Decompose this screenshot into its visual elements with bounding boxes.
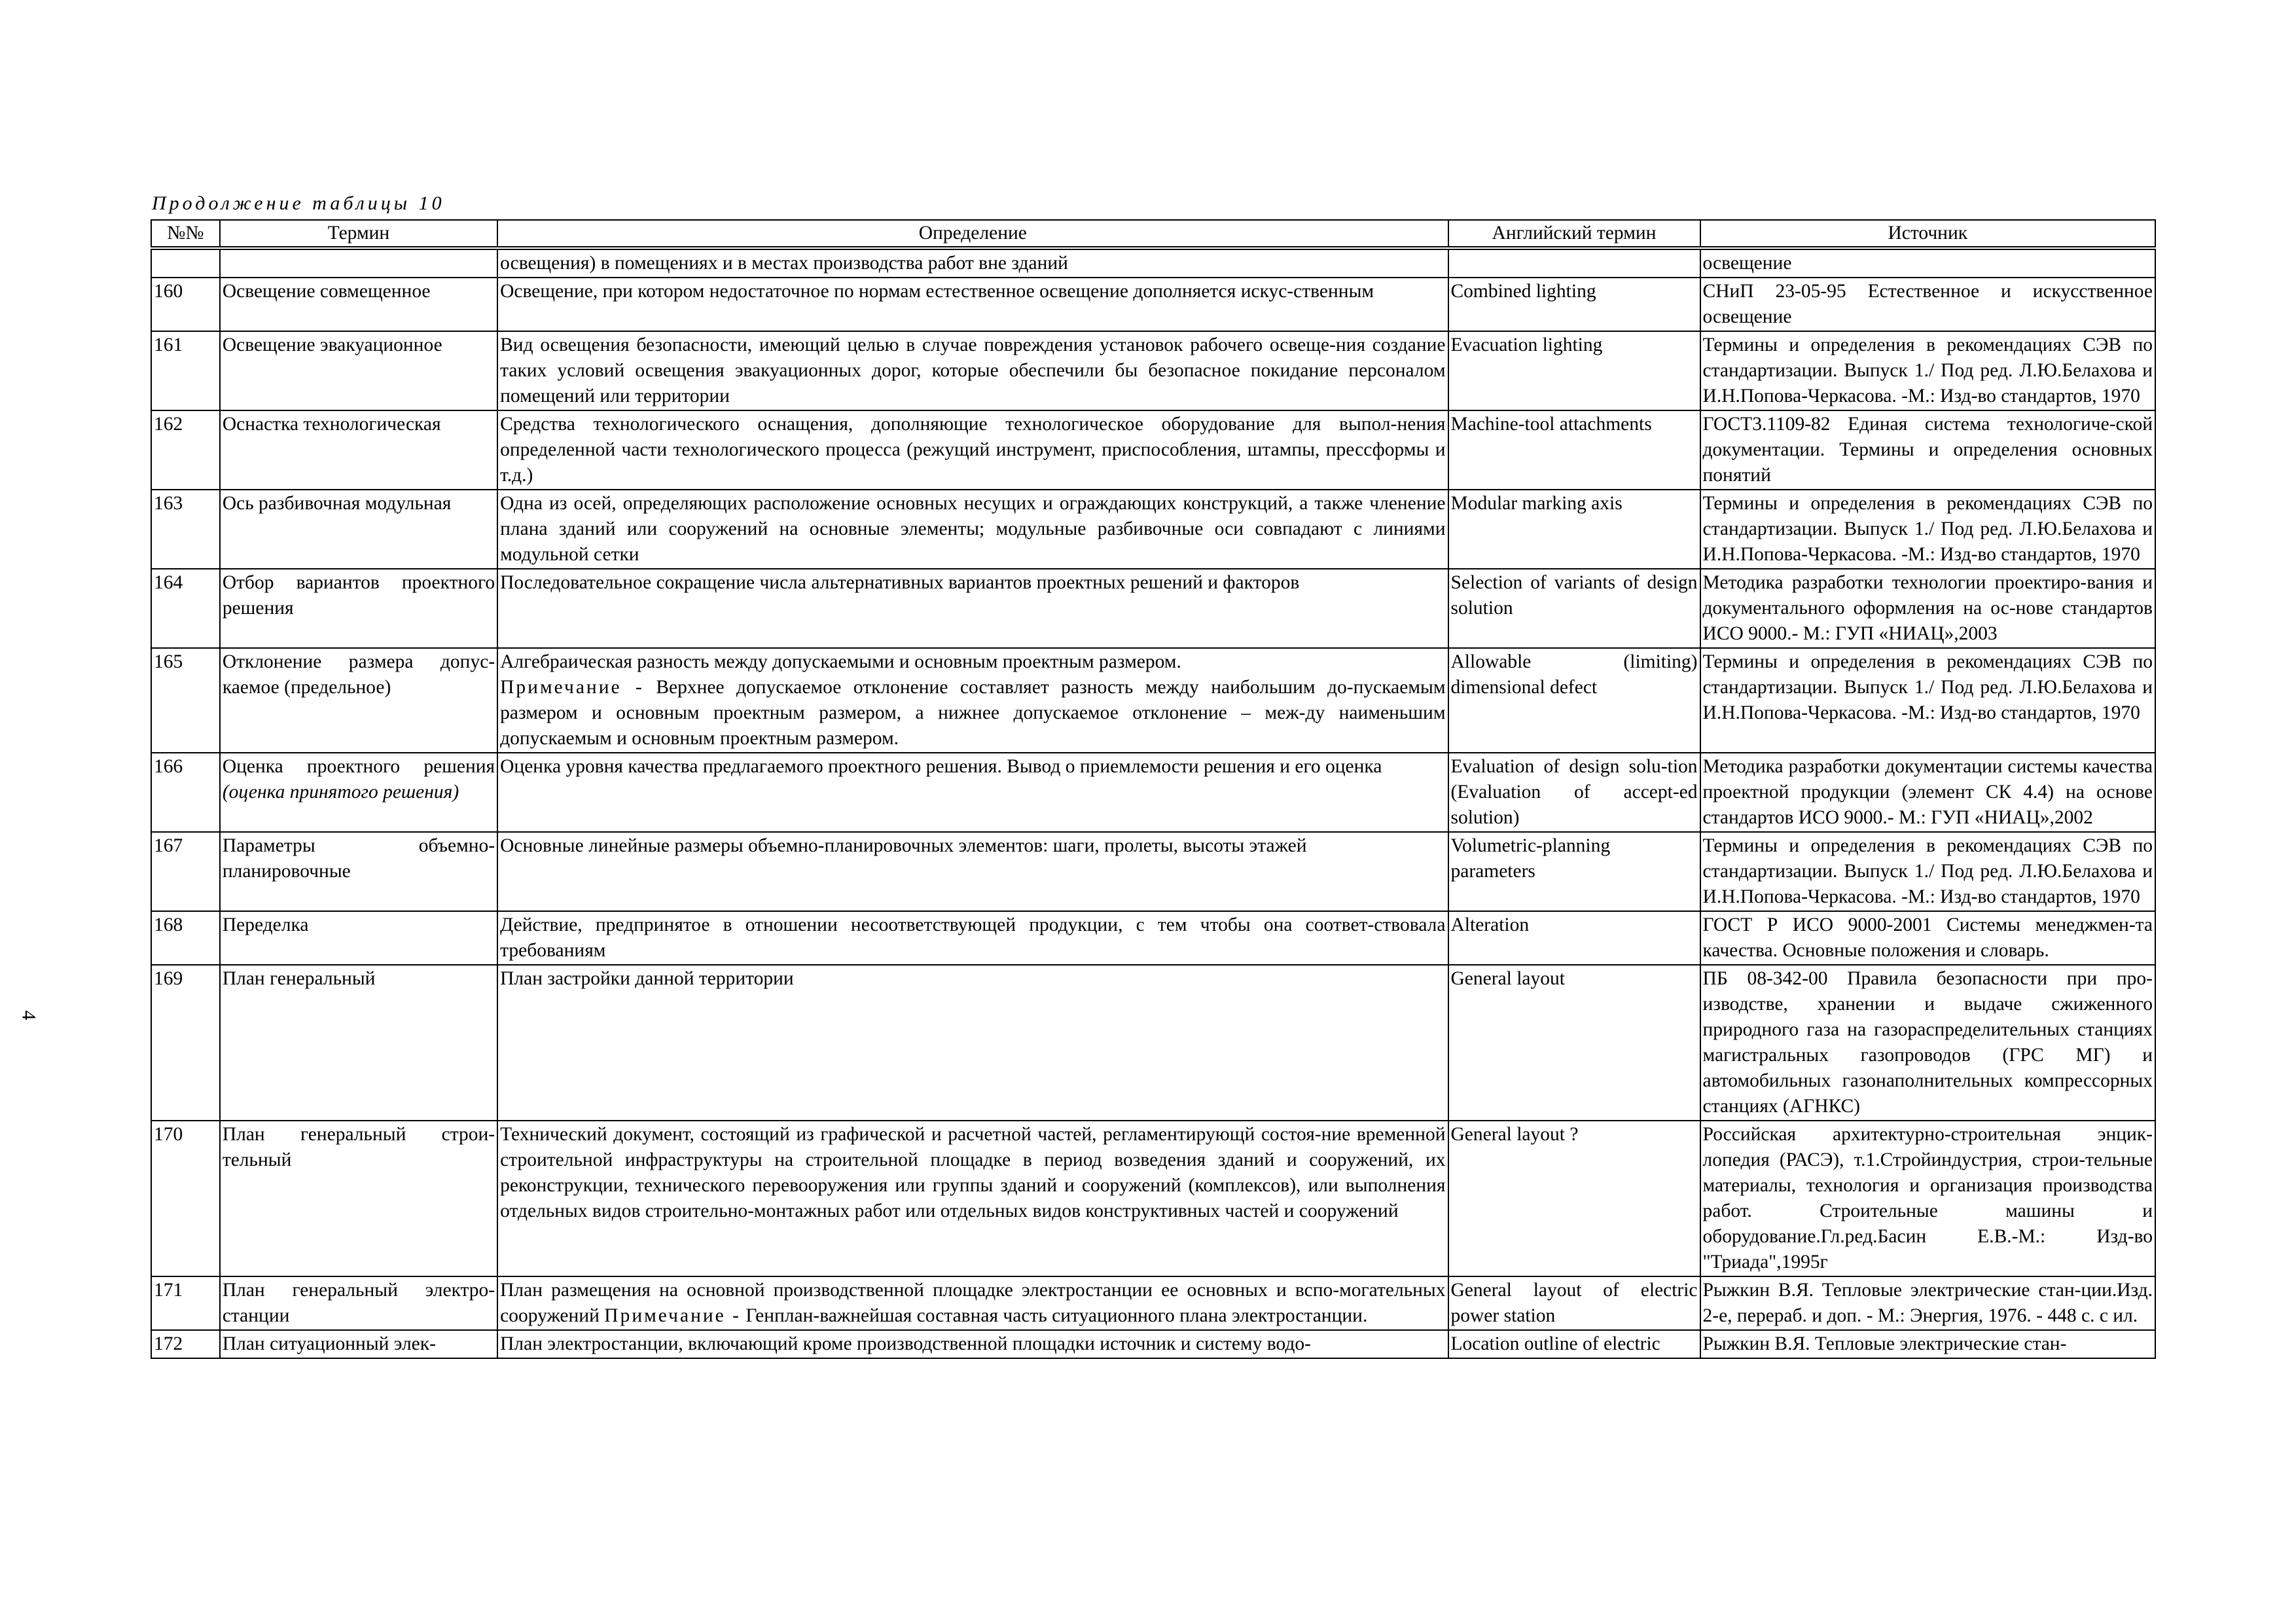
table-row: [151, 490, 2155, 569]
cell-num: 169: [151, 965, 220, 1121]
note-label: Примечание -: [500, 677, 644, 698]
cell-english: Volumetric-planning parameters: [1448, 832, 1700, 911]
header-english: Английский термин: [1448, 220, 1700, 248]
term-text: План генеральный: [222, 968, 376, 989]
cell-term: [220, 832, 497, 911]
term-text: Ось разбивочная модульная: [222, 493, 452, 514]
definition-text: Технический документ, состоящий из графической и расчетной частей, регламентирующй состоя-ние временной строительной инфраструктуры на строительной площадке в период возведения зданий и сооружений, их реконструкции, технического перевооружения или группы зданий и сооружений (комплексов), или выполнения отдельных видов строительно-монтажных работ или отдельных видов конструктивных частей и сооружений: [500, 1124, 1446, 1221]
note-label: Примечание -: [604, 1305, 741, 1326]
definition-text: Оценка уровня качества предлагаемого проектного решения. Вывод о приемлемости решения и его оценка: [500, 756, 1382, 777]
table-row: [151, 331, 2155, 410]
cell-english: Selection of variants of design solution: [1448, 569, 1700, 648]
cell-num: 167: [151, 832, 220, 911]
term-text: План генеральный строи-тельный: [222, 1124, 495, 1170]
table-row: [151, 1121, 2155, 1276]
cell-term: [220, 911, 497, 965]
cell-num: [151, 248, 220, 278]
cell-source: ГОСТ3.1109-82 Единая система технологиче-ской документации. Термины и определения основных понятий: [1700, 410, 2155, 490]
cell-definition: [497, 331, 1448, 410]
cell-definition: [497, 1330, 1448, 1358]
table-row: [151, 278, 2155, 331]
page-number: 4: [18, 1010, 40, 1020]
cell-english: Machine-tool attachments: [1448, 410, 1700, 490]
header-term: Термин: [220, 220, 497, 248]
cell-source: Российская архитектурно-строительная энцик-лопедия (РАСЭ), т.1.Стройиндустрия, строи-тельные материалы, технология и организация производства работ. Строительные машины и оборудование.Гл.ред.Басин Е.В.-М.: Изд-во "Триада",1995г: [1700, 1121, 2155, 1276]
term-text: Оснастка технологическая: [222, 414, 441, 435]
cell-num: 172: [151, 1330, 220, 1358]
cell-source: Термины и определения в рекомендациях СЭВ по стандартизации. Выпуск 1./ Под ред. Л.Ю.Белахова и И.Н.Попова-Черкасова. -М.: Изд-во стандартов, 1970: [1700, 832, 2155, 911]
terms-table: [151, 219, 2156, 1359]
cell-term: [220, 1330, 497, 1358]
cell-source: Рыжкин В.Я. Тепловые электрические стан-ции.Изд. 2-е, перераб. и доп. - М.: Энергия, 1976. - 448 с. с ил.: [1700, 1276, 2155, 1330]
cell-english: General layout: [1448, 965, 1700, 1121]
cell-definition: [497, 278, 1448, 331]
table-row: [151, 911, 2155, 965]
definition-text: Алгебраическая разность между допускаемыми и основным проектным размером.: [500, 651, 1181, 672]
note-text: Генплан-важнейшая составная часть ситуационного плана электростанции.: [740, 1305, 1368, 1326]
header-num: №№: [151, 220, 220, 248]
cell-num: 161: [151, 331, 220, 410]
table-row: [151, 753, 2155, 832]
cell-num: 168: [151, 911, 220, 965]
definition-text: Действие, предпринятое в отношении несоответствующей продукции, с тем чтобы она соответ-ствовала требованиям: [500, 914, 1446, 961]
cell-num: 166: [151, 753, 220, 832]
term-text: Освещение совмещенное: [222, 281, 431, 302]
cell-english: Location outline of electric: [1448, 1330, 1700, 1358]
cell-english: Modular marking axis: [1448, 490, 1700, 569]
cell-source: Методика разработки технологии проектиро-вания и документального оформления на ос-нове стандартов ИСО 9000.- М.: ГУП «НИАЦ»,2003: [1700, 569, 2155, 648]
cell-source: Рыжкин В.Я. Тепловые электрические стан-: [1700, 1330, 2155, 1358]
term-text: План генеральный электро-станции: [222, 1280, 495, 1326]
cell-definition: [497, 911, 1448, 965]
cell-term: [220, 753, 497, 832]
term-note: (оценка принятого решения): [222, 782, 459, 803]
cell-num: 171: [151, 1276, 220, 1330]
definition-text: Вид освещения безопасности, имеющий целью в случае повреждения установок рабочего освеще-ния создание таких условий освещения эвакуационных дорог, которые обеспечили бы безопасное покидание персоналом помещений или территории: [500, 334, 1446, 406]
cell-num: 164: [151, 569, 220, 648]
definition-text: План застройки данной территории: [500, 968, 794, 989]
definition-text: План размещения на основной производственной площадке электростанции ее основных и вспо-могательных сооружений: [500, 1280, 1446, 1326]
cell-source: Термины и определения в рекомендациях СЭВ по стандартизации. Выпуск 1./ Под ред. Л.Ю.Белахова и И.Н.Попова-Черкасова. -М.: Изд-во стандартов, 1970: [1700, 490, 2155, 569]
definition-text: Одна из осей, определяющих расположение основных несущих и ограждающих конструкций, а также членение плана зданий или сооружений на основные элементы; модульные разбивочные оси совпадают с линиями модульной сетки: [500, 493, 1446, 565]
cell-definition: [497, 965, 1448, 1121]
cell-source: ПБ 08-342-00 Правила безопасности при про-изводстве, хранении и выдаче сжиженного природного газа на газораспределительных станциях магистральных газопроводов (ГРС МГ) и автомобильных газонаполнительных компрессорных станциях (АГНКС): [1700, 965, 2155, 1121]
cell-source: Термины и определения в рекомендациях СЭВ по стандартизации. Выпуск 1./ Под ред. Л.Ю.Белахова и И.Н.Попова-Черкасова. -М.: Изд-во стандартов, 1970: [1700, 648, 2155, 753]
cell-term: [220, 490, 497, 569]
table-caption: Продолжение таблицы 10: [152, 192, 445, 214]
cell-definition: [497, 648, 1448, 753]
term-text: Освещение эвакуационное: [222, 334, 442, 355]
table-row: [151, 965, 2155, 1121]
cell-english: General layout of electric power station: [1448, 1276, 1700, 1330]
table-body: [151, 248, 2155, 1358]
cell-english: General layout ?: [1448, 1121, 1700, 1276]
cell-definition: [497, 490, 1448, 569]
cell-english: Evaluation of design solu-tion (Evaluation of accept-ed solution): [1448, 753, 1700, 832]
term-text: Отбор вариантов проектного решения: [222, 572, 495, 619]
term-text: Переделка: [222, 914, 309, 935]
cell-definition: [497, 1121, 1448, 1276]
cell-term: [220, 1276, 497, 1330]
term-text: Отклонение размера допус-каемое (предельное): [222, 651, 495, 698]
table-row: [151, 648, 2155, 753]
cell-english: Combined lighting: [1448, 278, 1700, 331]
cell-english: Alteration: [1448, 911, 1700, 965]
term-text: Оценка проектного решения: [222, 756, 495, 777]
header-definition: Определение: [497, 220, 1448, 248]
definition-text: Основные линейные размеры объемно-планировочных элементов: шаги, пролеты, высоты этажей: [500, 835, 1307, 856]
cell-num: 160: [151, 278, 220, 331]
cell-term: [220, 569, 497, 648]
header-source: Источник: [1700, 220, 2155, 248]
cell-definition: [497, 410, 1448, 490]
cell-num: 165: [151, 648, 220, 753]
cell-num: 170: [151, 1121, 220, 1276]
table-header-row: [151, 220, 2155, 248]
term-text: План ситуационный элек-: [222, 1333, 436, 1354]
cell-english: [1448, 248, 1700, 278]
continuation-row: [151, 248, 2155, 278]
table-row: [151, 1330, 2155, 1358]
cell-definition: [497, 753, 1448, 832]
note-text: Верхнее допускаемое отклонение составляет разность между наибольшим до-пускаемым размером и основным проектным размером, а нижнее допускаемое отклонение – меж-ду наименьшим допускаемым и основным проектным размером.: [500, 677, 1446, 749]
cell-definition: освещения) в помещениях и в местах производства работ вне зданий: [497, 248, 1448, 278]
definition-text: План электростанции, включающий кроме производственной площадки источник и систему водо-: [500, 1333, 1311, 1354]
table-row: [151, 1276, 2155, 1330]
cell-source: СНиП 23-05-95 Естественное и искусственное освещение: [1700, 278, 2155, 331]
definition-text: Последовательное сокращение числа альтернативных вариантов проектных решений и факторов: [500, 572, 1300, 593]
cell-term: [220, 648, 497, 753]
cell-term: [220, 331, 497, 410]
cell-term: [220, 248, 497, 278]
cell-term: [220, 1121, 497, 1276]
table-row: [151, 410, 2155, 490]
cell-definition: [497, 832, 1448, 911]
table-row: [151, 832, 2155, 911]
cell-num: 163: [151, 490, 220, 569]
cell-source: ГОСТ Р ИСО 9000-2001 Системы менеджмен-та качества. Основные положения и словарь.: [1700, 911, 2155, 965]
definition-text: Освещение, при котором недостаточное по нормам естественное освещение дополняется искус-ственным: [500, 281, 1374, 302]
cell-term: [220, 410, 497, 490]
cell-term: [220, 278, 497, 331]
cell-english: Evacuation lighting: [1448, 331, 1700, 410]
term-text: Параметры объемно-планировочные: [222, 835, 495, 882]
cell-english: Allowable (limiting) dimensional defect: [1448, 648, 1700, 753]
cell-num: 162: [151, 410, 220, 490]
cell-term: [220, 965, 497, 1121]
cell-definition: [497, 1276, 1448, 1330]
definition-text: Средства технологического оснащения, дополняющие технологическое оборудование для выпол-нения определенной части технологического процесса (режущий инструмент, приспособления, штампы, прессформы и т.д.): [500, 414, 1446, 486]
cell-definition: [497, 569, 1448, 648]
table-row: [151, 569, 2155, 648]
cell-source: освещение: [1700, 248, 2155, 278]
cell-source: Методика разработки документации системы качества проектной продукции (элемент СК 4.4) на основе стандартов ИСО 9000.- М.: ГУП «НИАЦ»,2002: [1700, 753, 2155, 832]
cell-source: Термины и определения в рекомендациях СЭВ по стандартизации. Выпуск 1./ Под ред. Л.Ю.Белахова и И.Н.Попова-Черкасова. -М.: Изд-во стандартов, 1970: [1700, 331, 2155, 410]
